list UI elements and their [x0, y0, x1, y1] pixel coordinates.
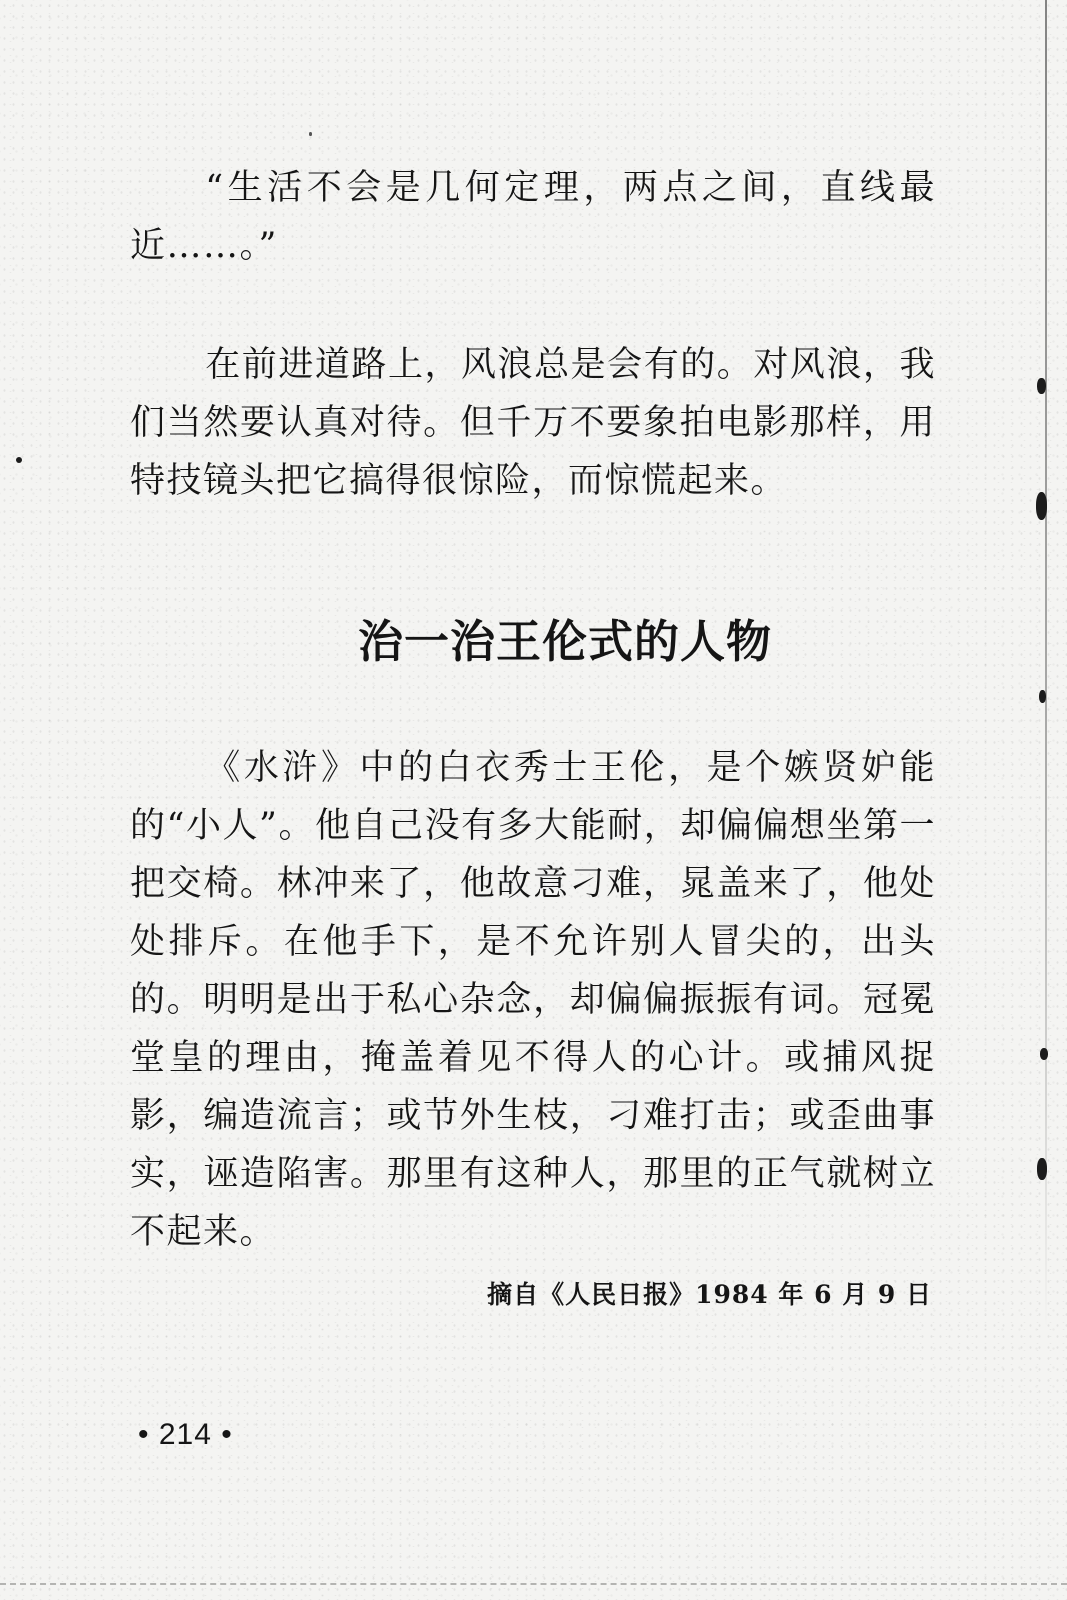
- previous-article-ending: [130, 159, 936, 510]
- article: [130, 612, 936, 1310]
- article-body: 《水浒》中的白衣秀士王伦，是个嫉贤妒能的“小人”。他自己没有多大能耐，却偏偏想坐第一把交椅。林冲来了，他故意刁难，晁盖来了，他处处排斥。在他手下，是不允许别人冒尖的，出头的。明明是出于私心杂念，却偏偏振振有词。冠冕堂皇的理由，掩盖着见不得人的心计。或捕风捉影，编造流言；或节外生枝，刁难打击；或歪曲事实，诬造陷害。那里有这种人，那里的正气就树立不起来。: [130, 748, 936, 1252]
- scan-speck: [309, 132, 312, 136]
- scan-speck: [1040, 1048, 1048, 1060]
- scan-speck: [1039, 690, 1046, 703]
- scan-speck: [16, 457, 22, 463]
- page-number: • 214 •: [138, 1418, 233, 1451]
- scan-edge-line: [1045, 0, 1047, 1330]
- quote-paragraph: “生活不会是几何定理，两点之间，直线最近……。”: [130, 168, 936, 266]
- scan-speck: [1037, 1158, 1047, 1180]
- article-title: 治一治王伦式的人物: [357, 615, 772, 668]
- page-bottom-edge: [0, 1583, 1067, 1585]
- source-citation: 摘自《人民日报》1984 年 6 月 9 日: [487, 1280, 932, 1309]
- scan-speck: [1036, 492, 1047, 520]
- closing-paragraph: 在前进道路上，风浪总是会有的。对风浪，我们当然要认真对待。但千万不要象拍电影那样，用特技镜头把它搞得很惊险，而惊慌起来。: [130, 345, 936, 501]
- scan-speck: [1037, 378, 1046, 394]
